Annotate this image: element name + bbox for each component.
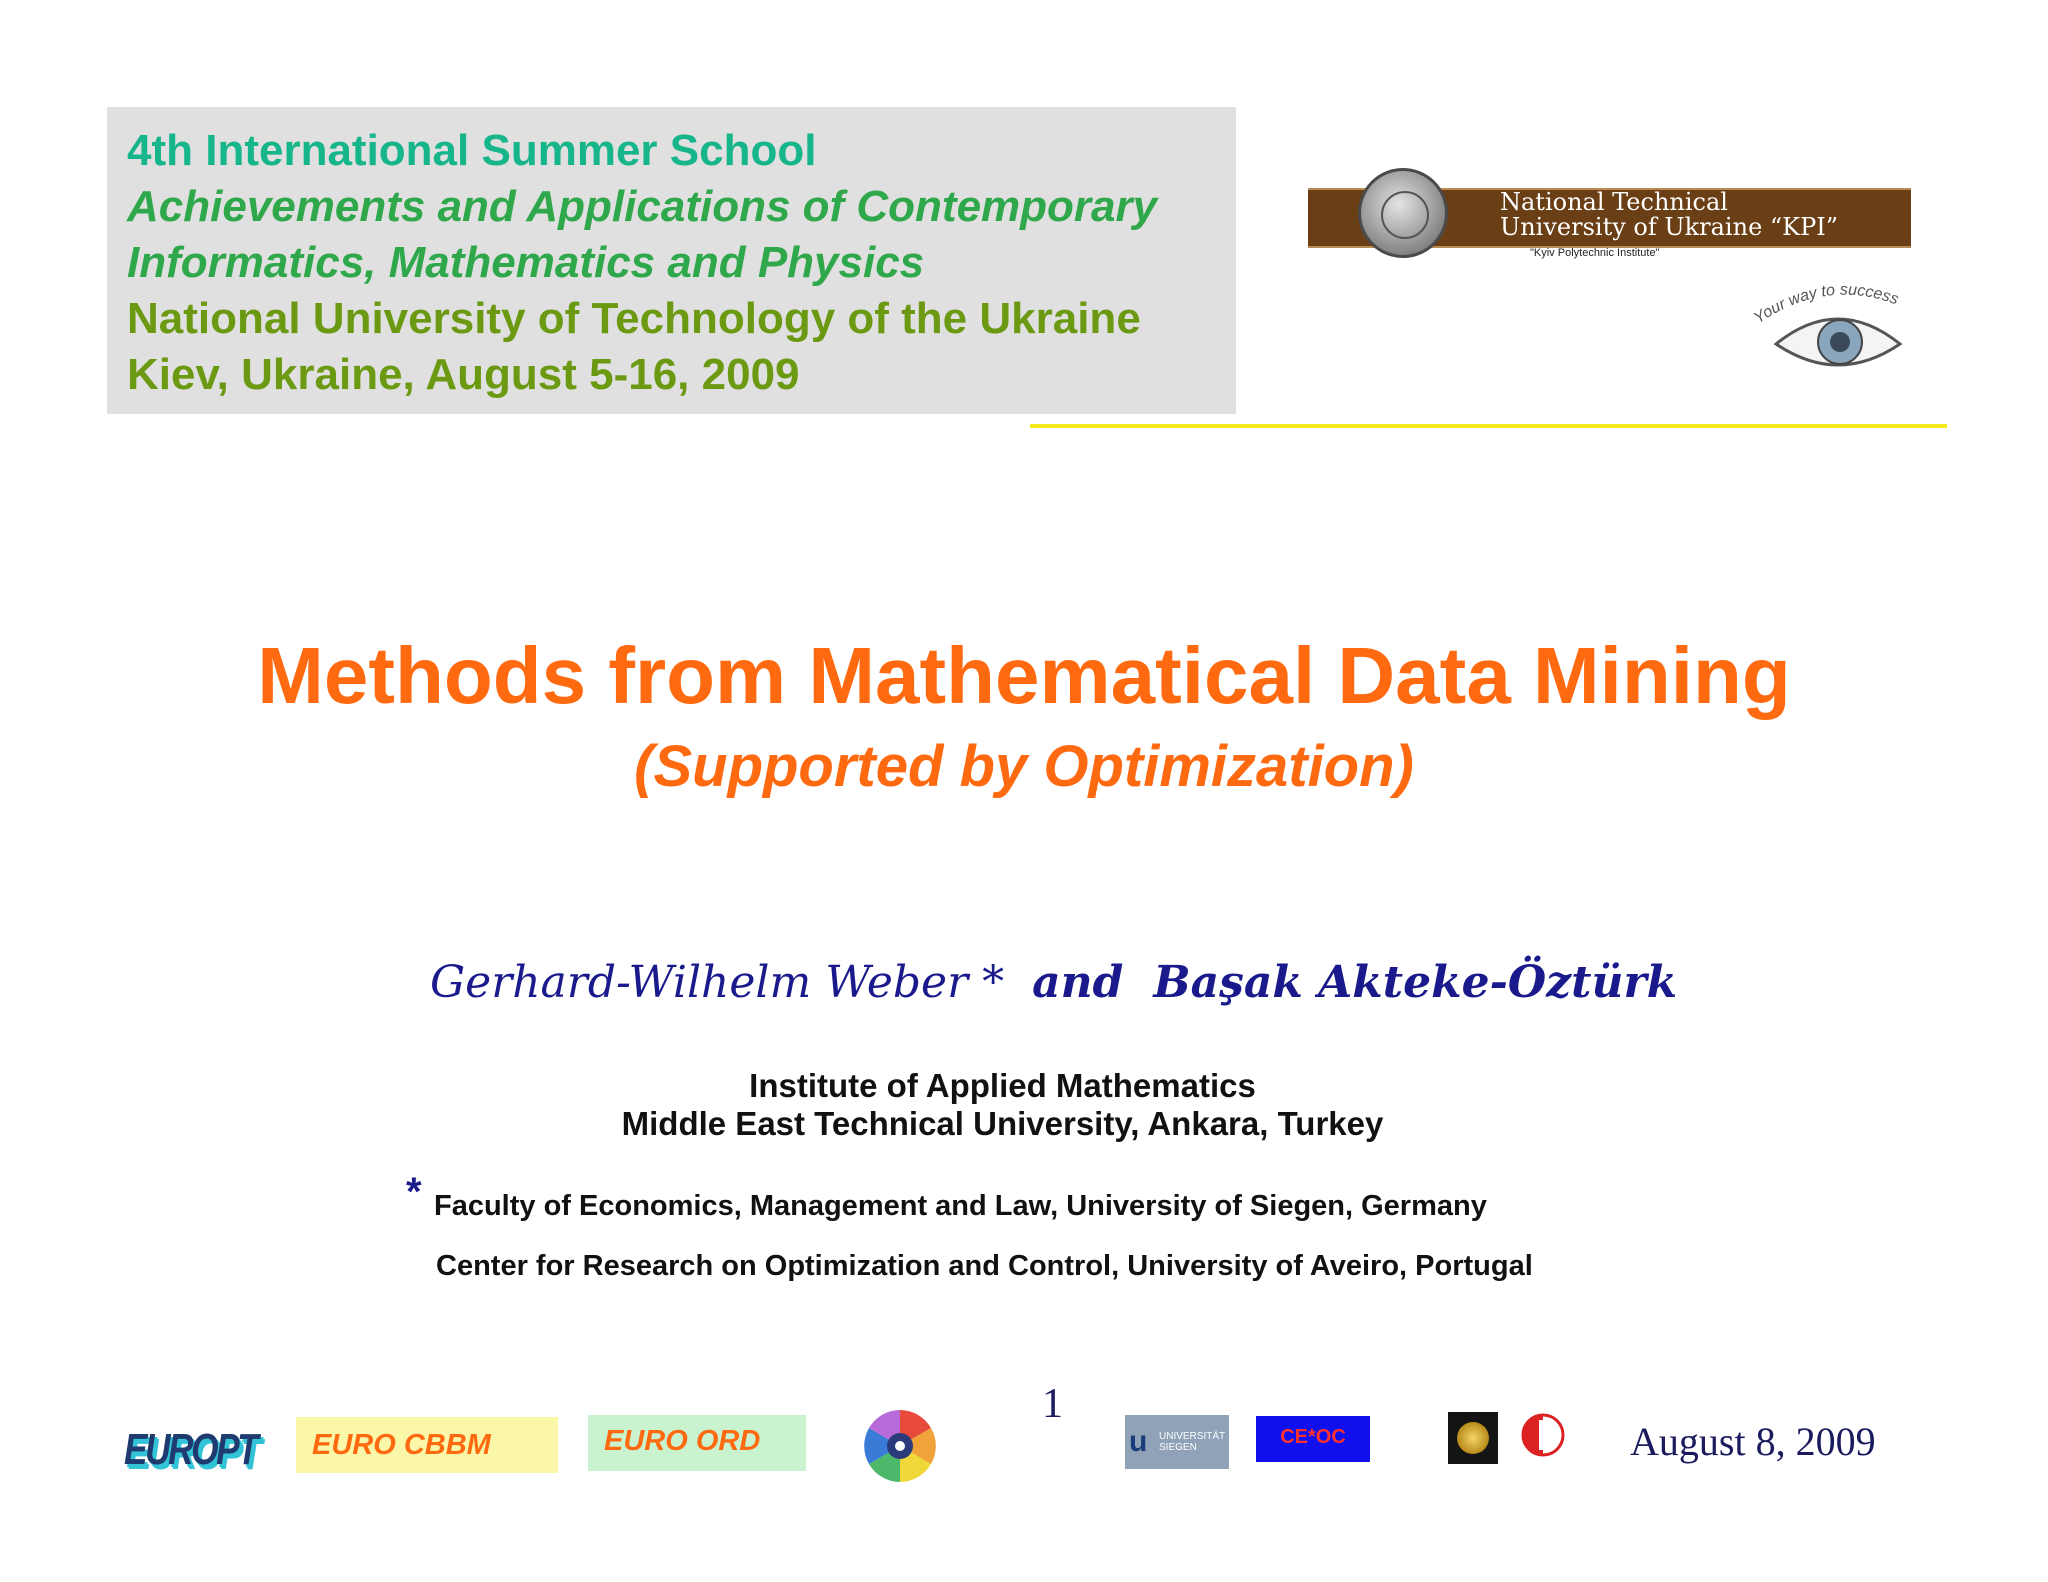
kpi-logo-subtitle: "Kyiv Polytechnic Institute" [1530, 247, 1660, 259]
ceoc-logo: CE*OC [1256, 1416, 1370, 1462]
siegen-logo-text: UNIVERSITÄT SIEGEN [1159, 1431, 1226, 1453]
eye-slogan: Your way to success [1750, 282, 1901, 328]
author-second: Başak Akteke-Öztürk [1153, 957, 1678, 1008]
school-header-box [107, 107, 1236, 414]
page-number: 1 [1042, 1381, 1063, 1427]
siegen-logo-mark: u [1129, 1425, 1148, 1458]
school-theme-line-1: Achievements and Applications of Contemporary [127, 182, 1158, 231]
school-title: 4th International Summer School [127, 126, 817, 175]
color-wheel-logo-icon [862, 1408, 938, 1484]
affiliation-university: Middle East Technical University, Ankara, Turkey [621, 1105, 1384, 1142]
affiliation-center: Center for Research on Optimization and Control, University of Aveiro, Portugal [436, 1250, 1533, 1282]
gold-emblem-icon [1448, 1412, 1498, 1464]
school-theme-line-2: Informatics, Mathematics and Physics [127, 238, 925, 287]
euro-ord-logo: EURO ORD [588, 1415, 806, 1471]
school-host: National University of Technology of the Ukraine [127, 294, 1141, 343]
siegen-university-logo [1125, 1415, 1229, 1469]
kpi-logo-line-1: National Technical [1500, 188, 1728, 216]
red-circle-logo-icon [1520, 1412, 1566, 1458]
affiliation-institute: Institute of Applied Mathematics [749, 1067, 1256, 1104]
eye-logo-icon [1748, 282, 1918, 378]
europt-logo: EUROPT [124, 1425, 257, 1474]
affiliation-star: * [406, 1170, 422, 1214]
affiliation-faculty: Faculty of Economics, Management and Law, University of Siegen, Germany [434, 1190, 1487, 1222]
kpi-logo-line-2: University of Ukraine “KPI” [1500, 213, 1838, 241]
euro-cbbm-logo: EURO CBBM [296, 1417, 558, 1473]
presentation-date: August 8, 2009 [1630, 1419, 1876, 1464]
author-first: Gerhard-Wilhelm Weber * [430, 957, 1005, 1008]
slide-subtitle: (Supported by Optimization) [634, 734, 1414, 799]
authors [430, 955, 1677, 1011]
slide-title: Methods from Mathematical Data Mining [257, 631, 1791, 720]
school-location-date: Kiev, Ukraine, August 5-16, 2009 [127, 350, 800, 399]
authors-and: and [1032, 957, 1124, 1008]
yellow-divider [1030, 424, 1947, 428]
kpi-seal-icon [1358, 168, 1448, 258]
